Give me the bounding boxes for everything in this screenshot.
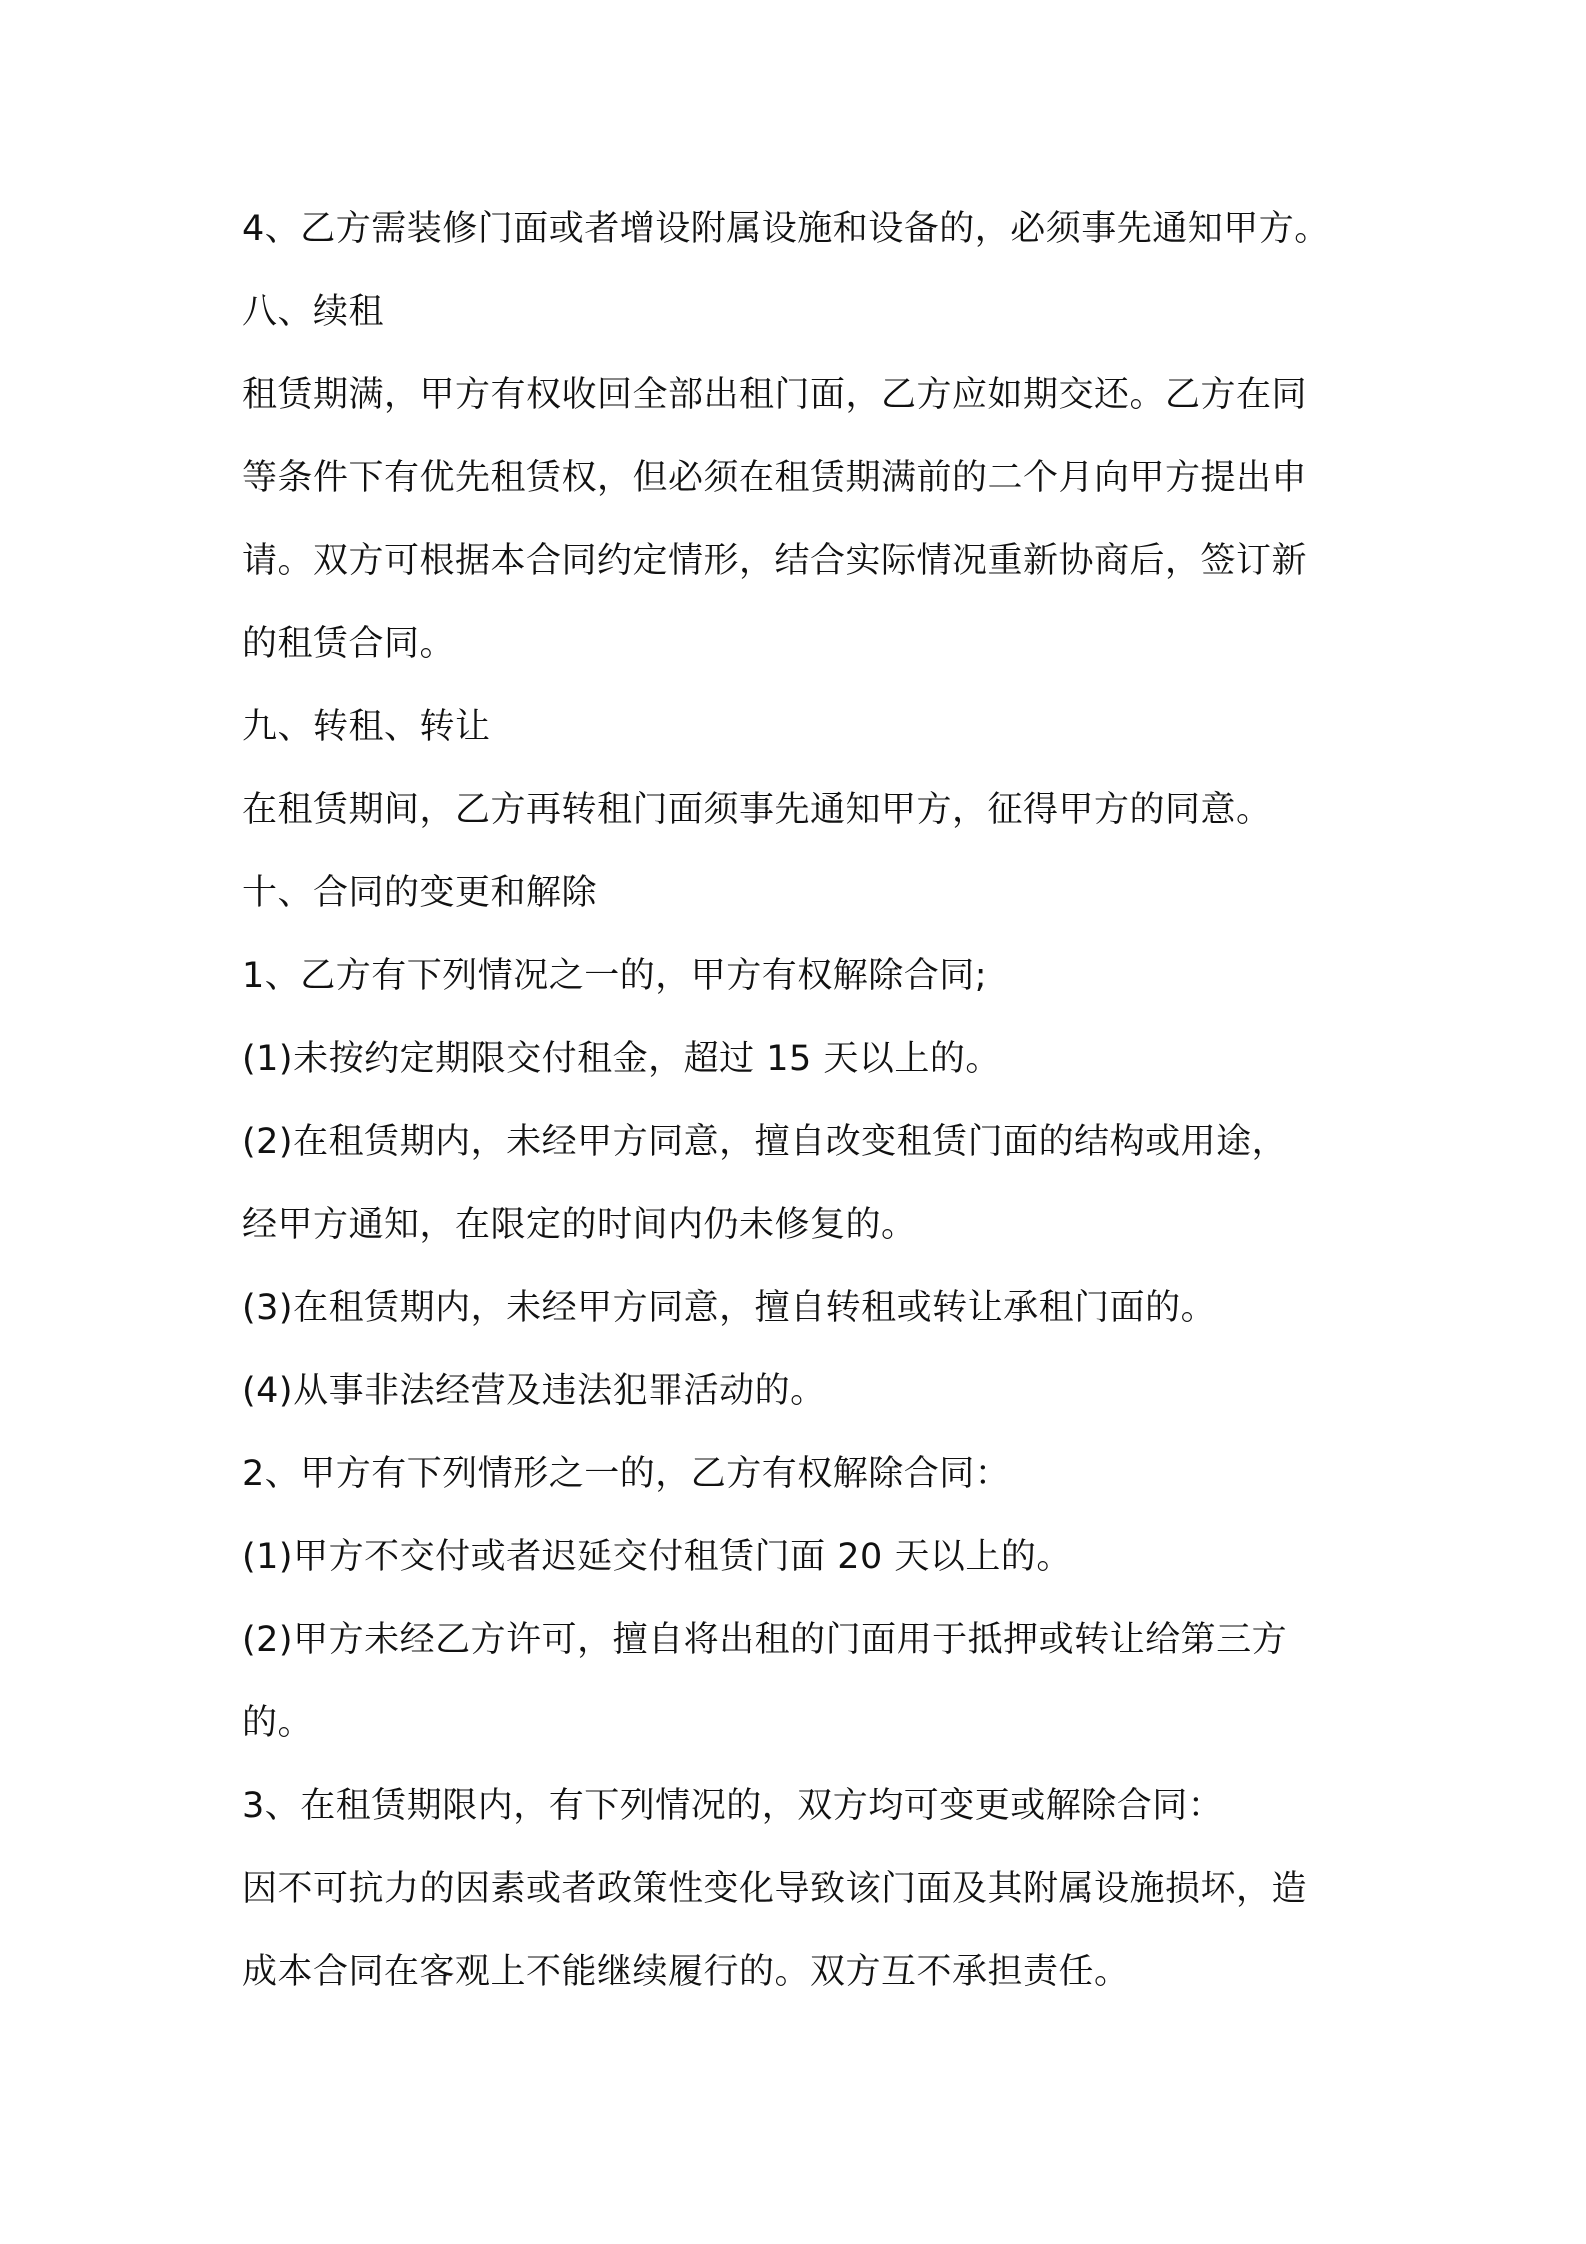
item-2-structure-change-line-2: 经甲方通知，在限定的时间内仍未修复的。 — [242, 1205, 917, 1245]
renewal-paragraph-line-4: 的租赁合同。 — [242, 624, 456, 664]
clause-4-renovation-notice: 4、乙方需装修门面或者增设附属设施和设备的，必须事先通知甲方。 — [242, 209, 1330, 249]
force-majeure-line-1: 因不可抗力的因素或者政策性变化导致该门面及其附属设施损坏，造 — [242, 1869, 1308, 1909]
clause-3-mutual-termination: 3、在租赁期限内，有下列情况的，双方均可变更或解除合同： — [242, 1786, 1224, 1826]
section-heading-sublease: 九、转租、转让 — [242, 707, 491, 747]
renewal-paragraph-line-3: 请。双方可根据本合同约定情形，结合实际情况重新协商后，签订新 — [242, 541, 1308, 581]
clause-1-landlord-termination: 1、乙方有下列情况之一的，甲方有权解除合同; — [242, 956, 988, 996]
section-heading-renewal: 八、续租 — [242, 292, 385, 332]
sublease-paragraph: 在租赁期间，乙方再转租门面须事先通知甲方，征得甲方的同意。 — [242, 790, 1272, 830]
item-2-unauthorized-mortgage-line-2: 的。 — [242, 1703, 314, 1743]
item-1-delayed-delivery: (1)甲方不交付或者迟延交付租赁门面 20 天以上的。 — [242, 1537, 1072, 1577]
item-4-illegal-activity: (4)从事非法经营及违法犯罪活动的。 — [242, 1371, 826, 1411]
force-majeure-line-2: 成本合同在客观上不能继续履行的。双方互不承担责任。 — [242, 1952, 1130, 1992]
renewal-paragraph-line-1: 租赁期满，甲方有权收回全部出租门面，乙方应如期交还。乙方在同 — [242, 375, 1308, 415]
section-heading-change-termination: 十、合同的变更和解除 — [242, 873, 598, 913]
item-2-structure-change-line-1: (2)在租赁期内，未经甲方同意，擅自改变租赁门面的结构或用途， — [242, 1122, 1288, 1162]
renewal-paragraph-line-2: 等条件下有优先租赁权，但必须在租赁期满前的二个月向甲方提出申 — [242, 458, 1308, 498]
item-1-late-rent: (1)未按约定期限交付租金，超过 15 天以上的。 — [242, 1039, 1001, 1079]
item-2-unauthorized-mortgage-line-1: (2)甲方未经乙方许可，擅自将出租的门面用于抵押或转让给第三方 — [242, 1620, 1288, 1660]
clause-2-tenant-termination: 2、甲方有下列情形之一的，乙方有权解除合同： — [242, 1454, 1011, 1494]
item-3-unauthorized-sublease: (3)在租赁期内，未经甲方同意，擅自转租或转让承租门面的。 — [242, 1288, 1217, 1328]
